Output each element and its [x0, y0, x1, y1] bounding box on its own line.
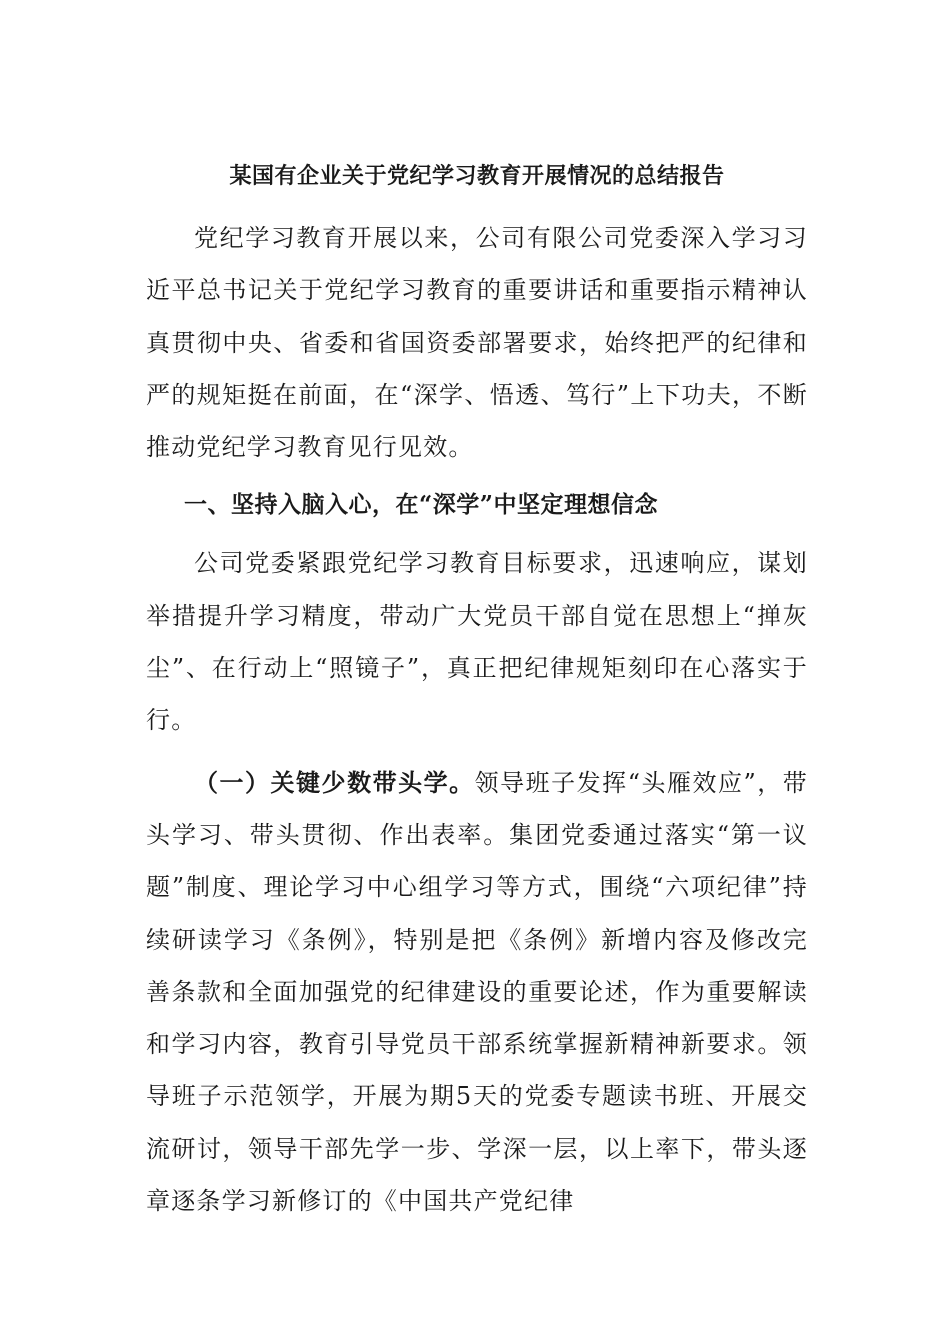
subsection-1-text: 领导班子发挥“头雁效应”，带头学习、带头贯彻、作出表率。集团党委通过落实“第一议题”制度、理论学习中心组学习等方式，围绕“六项纪律”持续研读学习《条例》，特别是把《条例》新增内容及修改完善条款和全面加强党的纪律建设的重要论述，作为重要解读和学习内容，教育引导党员干部系统掌握新精神新要求。领导班子示范领学，开展为期5天的党委专题读书班、开展交流研讨，领导干部先学一步、学深一层，以上率下，带头逐章逐条学习新修订的《中国共产党纪律 — [146, 768, 809, 1216]
spacer — [146, 202, 808, 212]
intro-paragraph: 党纪学习教育开展以来，公司有限公司党委深入学习习近平总书记关于党纪学习教育的重要讲话和重要指示精神认真贯彻中央、省委和省国资委部署要求，始终把严的纪律和严的规矩挺在前面，在“深学、悟透、笃行”上下功夫，不断推动党纪学习教育见行见效。 — [146, 224, 808, 462]
spacer — [146, 747, 808, 757]
section-1-heading: 一、坚持入脑入心，在“深学”中坚定理想信念 — [184, 491, 658, 519]
subsection-1-lead: （一）关键少数带头学。 — [194, 767, 475, 797]
document-page — [146, 150, 808, 1227]
document-title: 某国有企业关于党纪学习教育开展情况的总结报告 — [229, 163, 725, 189]
section-1-paragraph: 公司党委紧跟党纪学习教育目标要求，迅速响应，谋划举措提升学习精度，带动广大党员干部自觉在思想上“掸灰尘”、在行动上“照镜子”，真正把纪律规矩刻印在心落实于行。 — [146, 549, 808, 735]
subsection-1-paragraph — [146, 757, 808, 1228]
